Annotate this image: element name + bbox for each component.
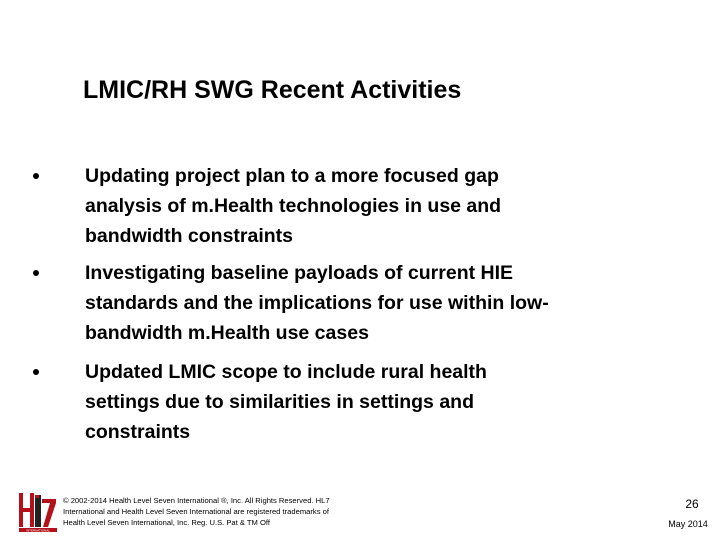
slide-date: May 2014 [668, 519, 708, 529]
bullet-icon [33, 270, 39, 276]
slide-title: LMIC/RH SWG Recent Activities [83, 76, 462, 104]
bullet-text: Updated LMIC scope to include rural health settings due to similarities in settings and constraints [85, 361, 487, 443]
bullet-icon [33, 173, 39, 179]
logo-subtext: INTERNATIONAL [26, 528, 50, 533]
bullet-text: Updating project plan to a more focused gap analysis of m.Health technologies in use and bandwidth constraints [85, 165, 502, 247]
hl7-logo-icon [18, 491, 58, 533]
bullet-icon [33, 369, 39, 375]
page-number: 26 [685, 497, 699, 511]
bullet-text: Investigating baseline payloads of current HIE standards and the implications for use within low- bandwidth m.Health use cases [85, 262, 549, 344]
copyright-notice: © 2002-2014 Health Level Seven International ®, Inc. All Rights Reserved. HL7 International and Health Level Seven International are registered trademarks of Health Level Seven International, Inc. Reg. U.S. Pat & TM Off [63, 496, 330, 527]
